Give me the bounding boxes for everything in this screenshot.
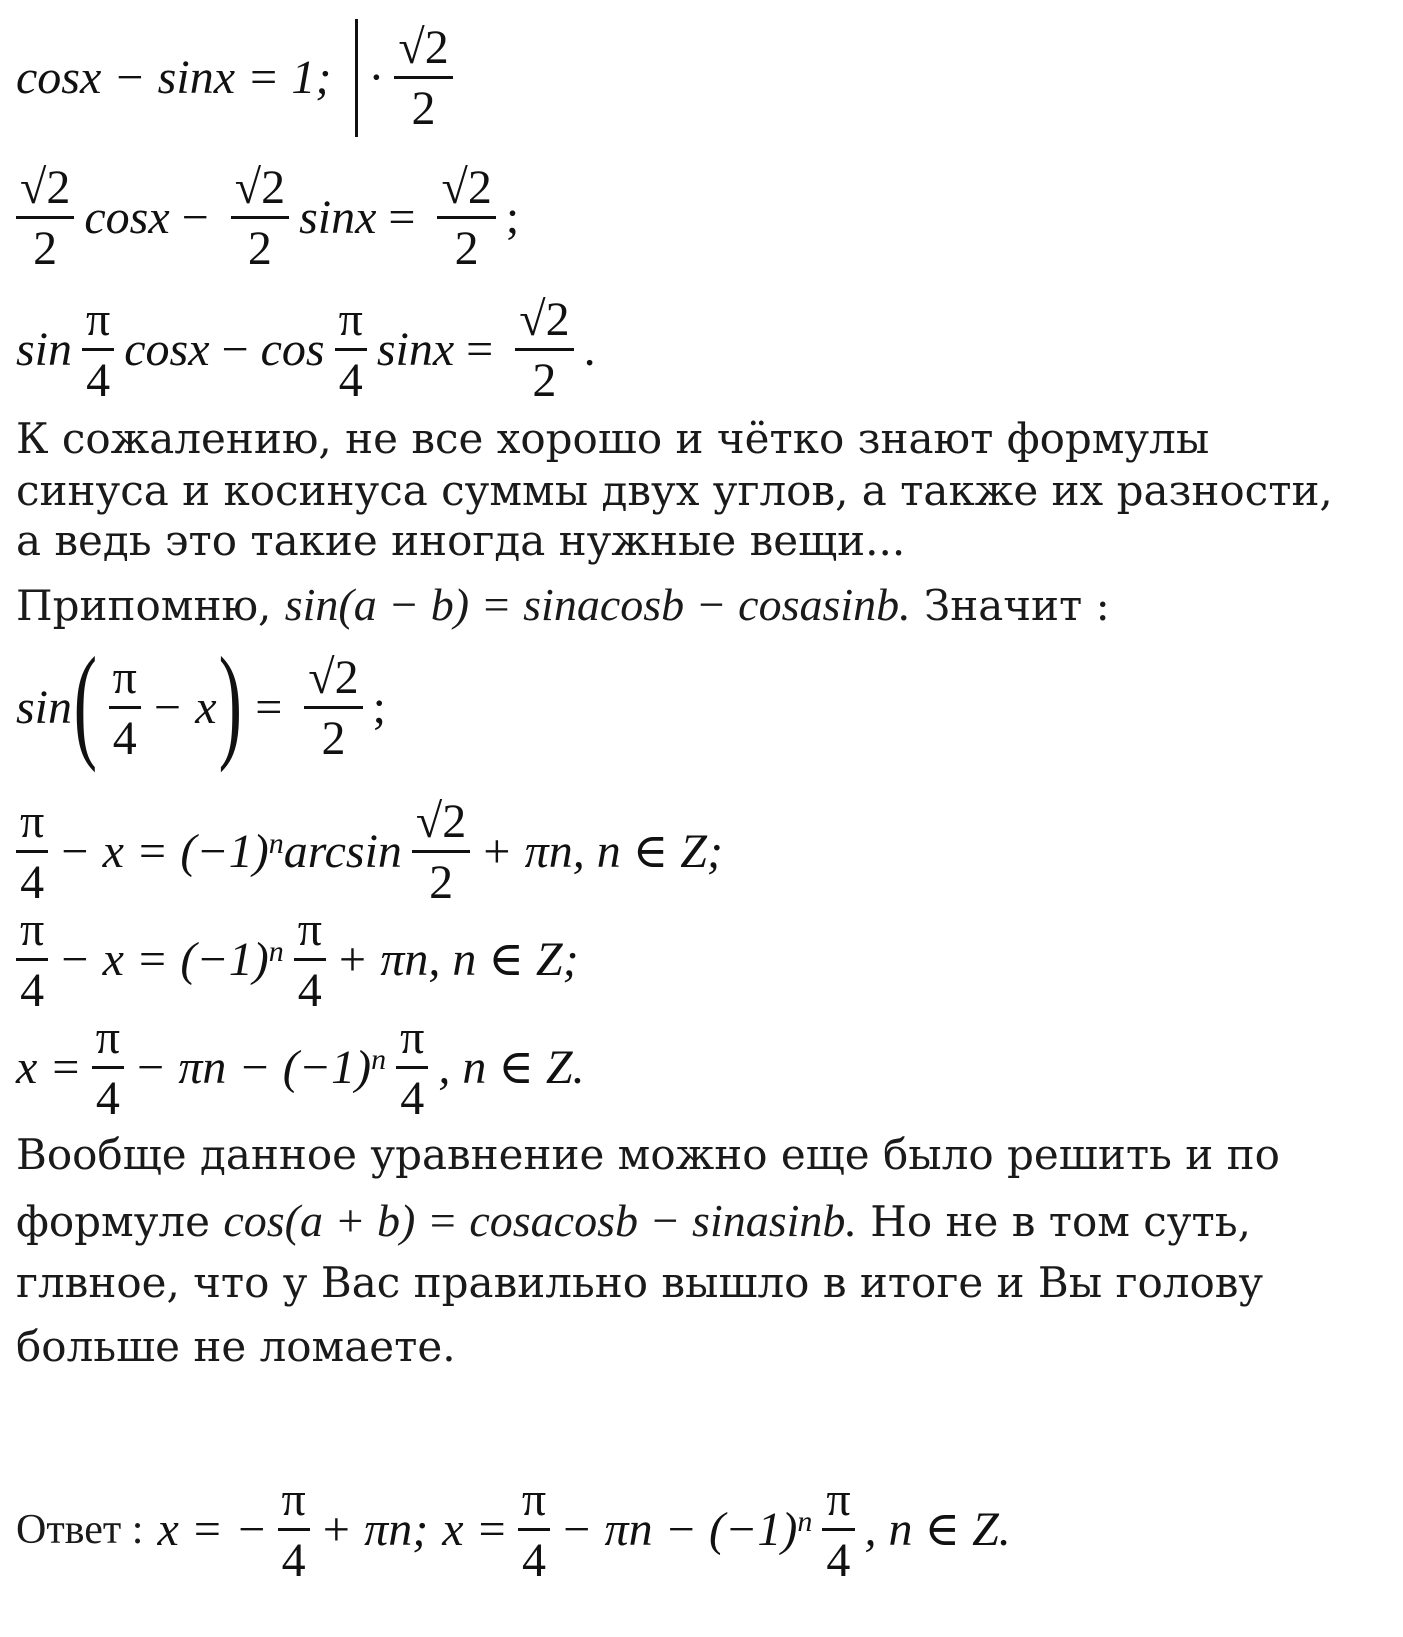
fraction-numerator: π [396, 1014, 428, 1069]
minus-sign: − [221, 323, 249, 376]
multiplier-fraction [394, 20, 452, 135]
rhs-fraction [304, 650, 362, 765]
formula-suffix: Но не в том суть, [870, 1197, 1251, 1246]
dot-operator: · [368, 51, 385, 104]
term-cosx: cosx [124, 323, 210, 376]
equation-1 [16, 8, 463, 148]
equation-5-lhs: − x = (−1) [58, 825, 269, 878]
fraction-denominator: 2 [321, 711, 346, 765]
fraction-numerator: π [16, 906, 48, 961]
left-paren: ( [73, 631, 98, 773]
paragraph-2-line-1: Вообще данное уравнение можно еще было решить и по [16, 1130, 1280, 1179]
recall-suffix: Значит : [924, 581, 1110, 630]
answer-line [16, 1460, 1011, 1600]
fraction-numerator: π [278, 1476, 310, 1531]
right-paren: ) [218, 631, 242, 773]
fraction-denominator: 4 [20, 963, 45, 1017]
recall-prefix: Припомню, [16, 581, 272, 630]
fraction-denominator: 2 [532, 353, 557, 407]
answer-part-1-tail: + πn; [319, 1503, 429, 1556]
equals-sign: = [255, 681, 283, 734]
fraction-numerator: π [16, 798, 48, 853]
minus-sign: − [181, 191, 209, 244]
equation-7-lhs: x = [16, 1041, 82, 1094]
formula-prefix: формуле [16, 1197, 210, 1246]
answer-tail: , n ∈ Z. [864, 1503, 1011, 1556]
pi-over-4-fraction [109, 650, 141, 765]
fraction-denominator: 4 [112, 711, 137, 765]
pi-over-4-fraction [396, 1010, 428, 1125]
equation-2 [16, 148, 519, 288]
sin-difference-formula: sin(a − b) = sinacosb − cosasinb. [284, 579, 911, 630]
fraction-numerator: √2 [16, 164, 74, 219]
period: . [583, 323, 596, 376]
paragraph-1-line-3: а ведь это такие иногда нужные вещи... [16, 516, 906, 565]
semicolon: ; [505, 191, 520, 244]
equation-6-tail: + πn, n ∈ Z; [335, 933, 579, 986]
equals-sign: = [466, 323, 494, 376]
fraction-denominator: 4 [826, 1533, 851, 1587]
fraction-denominator: 2 [429, 855, 454, 909]
exponent-n: n [268, 935, 284, 968]
fraction-numerator: π [92, 1014, 124, 1069]
term-cosx: cosx [84, 191, 170, 244]
answer-part-1: x = − [157, 1503, 268, 1556]
fraction-numerator: √2 [231, 164, 289, 219]
paragraph-2-line-3: глвное, что у Вас правильно вышло в итоге и Вы голову [16, 1258, 1264, 1307]
equation-4 [16, 618, 386, 798]
fraction-numerator: √2 [394, 24, 452, 79]
coef-fraction-2 [231, 160, 289, 275]
fraction-numerator: π [109, 654, 141, 709]
fraction-denominator: 2 [411, 81, 436, 135]
fn-sin: sin [16, 681, 73, 734]
fraction-numerator: √2 [304, 654, 362, 709]
fraction-numerator: π [82, 296, 114, 351]
exponent-n: n [797, 1505, 813, 1538]
answer-label: Ответ : [16, 1507, 144, 1553]
fraction-numerator: π [294, 906, 326, 961]
minus-x: − x [150, 681, 217, 734]
equation-7-tail: , n ∈ Z. [438, 1041, 585, 1094]
term-sinx: sinx [299, 191, 377, 244]
fn-arcsin: arcsin [283, 825, 402, 878]
fraction-denominator: 4 [522, 1533, 546, 1587]
fraction-numerator: √2 [437, 164, 495, 219]
fraction-denominator: 4 [86, 353, 111, 407]
cos-sum-formula: cos(a + b) = cosacosb − sinasinb. [223, 1195, 857, 1246]
fraction-denominator: 4 [20, 855, 45, 909]
equation-7-mid: − πn − (−1) [133, 1041, 372, 1094]
exponent-n: n [371, 1043, 387, 1076]
pi-over-4-fraction [92, 1010, 124, 1125]
fraction-denominator: 4 [297, 963, 322, 1017]
answer-part-2: x = [442, 1503, 508, 1556]
exponent-n: n [268, 827, 284, 860]
equation-5-tail: + πn, n ∈ Z; [480, 825, 723, 878]
rhs-fraction [515, 292, 573, 407]
fraction-denominator: 4 [95, 1071, 120, 1125]
paragraph-2-line-4: больше не ломаете. [16, 1322, 456, 1371]
paragraph-2-line-2 [16, 1195, 1251, 1246]
pi-over-4-fraction [822, 1472, 854, 1587]
fraction-denominator: 2 [454, 221, 479, 275]
fraction-numerator: √2 [412, 798, 470, 853]
fraction-numerator: π [822, 1476, 854, 1531]
paragraph-1-line-1: К сожалению, не все хорошо и чётко знают формулы [16, 414, 1210, 463]
fraction-numerator: π [335, 296, 367, 351]
equation-3 [16, 280, 596, 420]
equation-6-lhs: − x = (−1) [58, 933, 269, 986]
equals-sign: = [388, 191, 416, 244]
fraction-denominator: 2 [247, 221, 272, 275]
fn-cos: cos [260, 323, 325, 376]
pi-over-4-fraction [335, 292, 367, 407]
semicolon: ; [372, 681, 386, 734]
fn-sin: sin [16, 323, 73, 376]
answer-part-2-mid: − πn − (−1) [560, 1503, 798, 1556]
fraction-numerator: √2 [515, 296, 573, 351]
pi-over-4-fraction [82, 292, 114, 407]
paragraph-1-line-2: синуса и косинуса суммы двух углов, а также их разности, [16, 466, 1333, 515]
pi-over-4-fraction [278, 1472, 310, 1587]
fraction-denominator: 4 [281, 1533, 306, 1587]
multiply-bar [355, 19, 358, 137]
fraction-denominator: 2 [33, 221, 58, 275]
fraction-numerator: π [518, 1476, 550, 1531]
equation-7 [16, 998, 585, 1138]
term-sinx: sinx [376, 323, 455, 376]
equation-1-lhs: cosx − sinx = 1; [16, 51, 332, 104]
fraction-denominator: 4 [338, 353, 363, 407]
fraction-denominator: 4 [400, 1071, 425, 1125]
pi-over-4-fraction [518, 1472, 550, 1587]
rhs-fraction [437, 160, 495, 275]
coef-fraction-1 [16, 160, 74, 275]
